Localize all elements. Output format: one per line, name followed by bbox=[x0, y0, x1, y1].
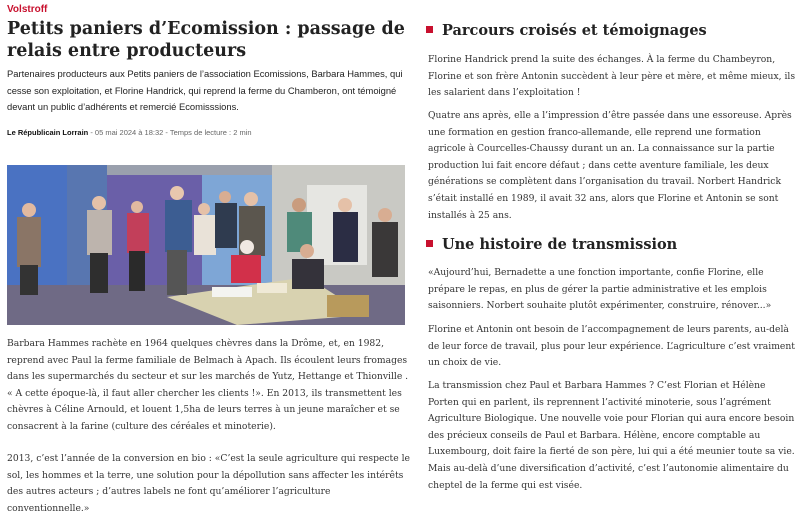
body-paragraph-3: Florine Handrick prend la suite des échanges. À la ferme du Chambeyron, Florine et son frère Antonin succèdent à leur père et mère, et même mieux, ils les salarient dans l’exploitation ! bbox=[428, 54, 796, 99]
article-right-column bbox=[420, 0, 800, 525]
section-heading-text: Une histoire de transmission bbox=[442, 236, 678, 253]
body-paragraph-4: Quatre ans après, elle a l’impression d’être passée dans une essoreuse. Après une formation en gestion franco-allemande, elle reprend une formation agricole à Courcelles-Chaussy durant un an. La connaissance sur la partie production lui fait encore défaut ; dans cette aventure familiale, les deux générations se complètent dans l’organisation du travail. Norbert Handrick s’était installé en 1989, il avait 32 ans, alors que Florine et Antonin se sont installés à 25 ans. bbox=[428, 110, 792, 221]
body-paragraph-6: Florine et Antonin ont besoin de l’accompagnement de leurs parents, au-delà de leur force de travail, plus pour leur expérience. L’agriculture c’est vraiment un choix de vie. bbox=[428, 324, 795, 369]
section-bullet-icon bbox=[426, 26, 433, 33]
group-photo[interactable] bbox=[7, 165, 405, 325]
byline-details: - 05 mai 2024 à 18:32 - Temps de lecture : 2 min bbox=[88, 128, 252, 137]
section-heading-transmission bbox=[426, 236, 677, 253]
body-paragraph-2: 2013, c’est l’année de la conversion en bio : «C’est la seule agriculture qui respecte le sol, les hommes et la terre, une solution pour la dépollution sans affecter les intérêts des autres acteurs ; d’autres labels ne font qu’améliorer l’agriculture conventionnelle.» bbox=[7, 453, 410, 514]
body-paragraph-7: La transmission chez Paul et Barbara Hammes ? C’est Florian et Hélène Porten qui en parlent, ils reprennent l’activité minoterie, sous l’agrément Agriculture Biologique. Une nouvelle voie pour Florian qui aura encore besoin des précieux conseils de Paul et Barbara. Hélène, encore comptable au Luxembourg, doit faire la fierté de son père, lui qui a été meunier toute sa vie. Mais au-delà d’une diversification d’activité, c’est l’autonomie alimentaire du cheptel de la ferme qui est visée. bbox=[428, 380, 795, 491]
section-bullet-icon bbox=[426, 240, 433, 247]
section-heading-parcours bbox=[426, 22, 707, 39]
body-paragraph-1: Barbara Hammes rachète en 1964 quelques chèvres dans la Drôme, et, en 1982, reprend avec Paul la ferme familiale de Belmach à Apach. Ils écoulent leurs fromages dans les supermarchés du secteur et sur les marchés de Yutz, Hettange et Thionville . « A cette époque-là, il faut aller chercher les clients !». En 2013, ils transmettent les chèvres à Céline Arnould, et louent 1,5ha de leurs terres à un jeune maraîcher et se consacrent à la farine (culture des céréales et minoterie). bbox=[7, 338, 409, 432]
article-byline bbox=[7, 128, 252, 137]
body-paragraph-5: «Aujourd’hui, Bernadette a une fonction importante, confie Florine, elle prépare le repas, en plus de gérer la partie administrative et les emplois saisonniers. Norbert souhaite plutôt expérimenter, construire, rénover...» bbox=[428, 267, 772, 312]
group-photo-image bbox=[7, 165, 405, 325]
article-kicker[interactable]: Volstroff bbox=[7, 4, 48, 15]
article-lead: Partenaires producteurs aux Petits paniers de l’association Ecomissions, Barbara Hammes, qui cesse son exploitation, et Florine Handrick, qui reprend la ferme du Chamberon, ont témoigné devant un public d’adhérents et remercié Ecomisssions. bbox=[7, 68, 403, 112]
section-heading-text: Parcours croisés et témoignages bbox=[442, 22, 707, 39]
article-headline: Petits paniers d’Ecomission : passage de relais entre producteurs bbox=[7, 19, 405, 61]
byline-source[interactable]: Le Républicain Lorrain bbox=[7, 128, 89, 137]
